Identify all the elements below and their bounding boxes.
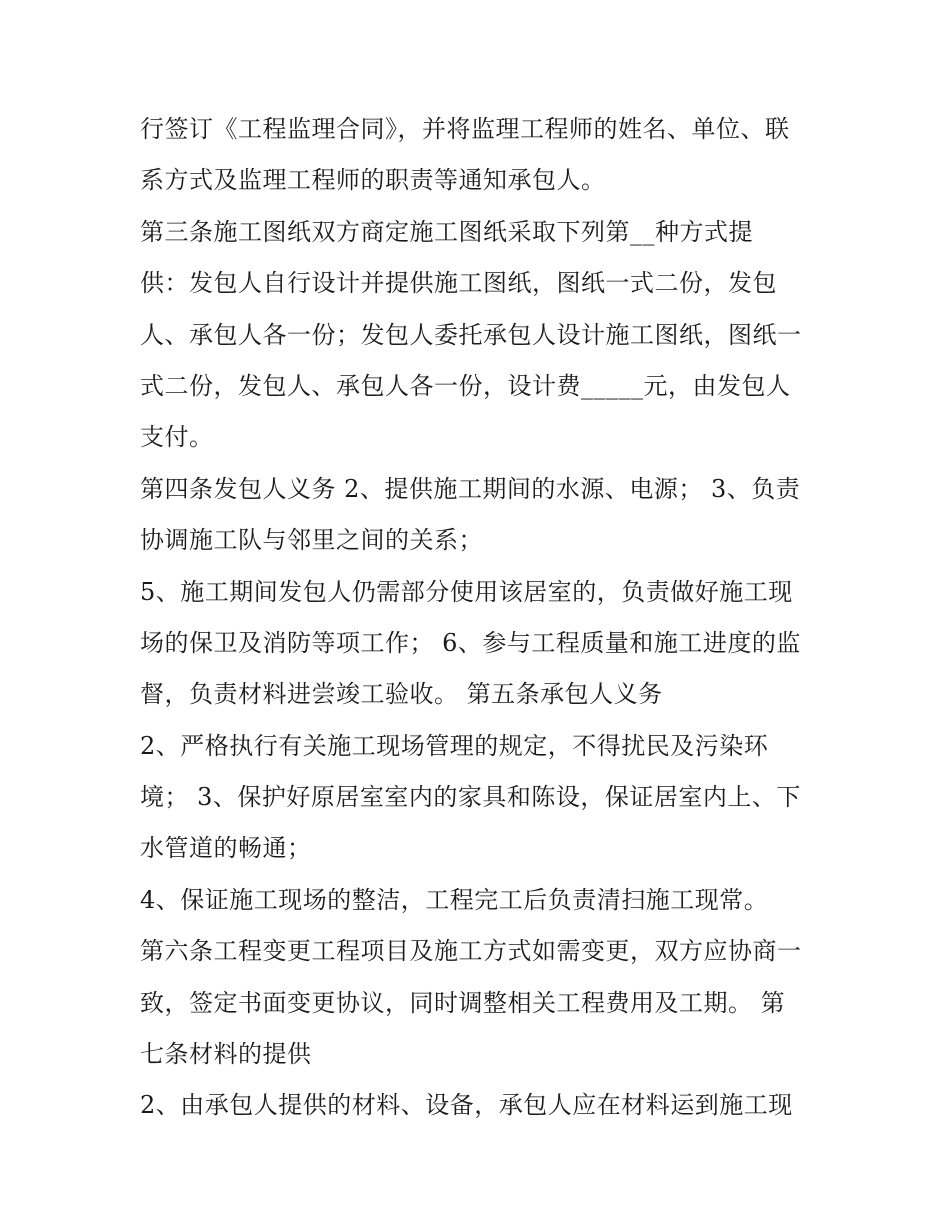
- text-line: 协调施工队与邻里之间的关系；: [140, 526, 483, 555]
- text-line: 第三条施工图纸双方商定施工图纸采取下列第__种方式提: [140, 217, 753, 246]
- text-line: 致，签定书面变更协议，同时调整相关工程费用及工期。 第: [140, 988, 786, 1017]
- document-body: [140, 104, 820, 1132]
- text-line: 督，负责材料进尝竣工验收。 第五条承包人义务: [140, 680, 663, 709]
- text-line: 境； 3、保护好原居室室内的家具和陈设，保证居室内上、下: [140, 783, 801, 812]
- text-line: 式二份，发包人、承包人各一份，设计费_____元，由发包人: [140, 371, 791, 400]
- text-line: 水管道的畅通；: [140, 834, 312, 863]
- text-line: 5、施工期间发包人仍需部分使用该居室的，负责做好施工现: [140, 577, 793, 606]
- text-line: 人、承包人各一份；发包人委托承包人设计施工图纸，图纸一: [140, 320, 802, 349]
- text-line: 2、由承包人提供的材料、设备，承包人应在材料运到施工现: [140, 1091, 793, 1120]
- text-line: 第四条发包人义务 2、提供施工期间的水源、电源； 3、负责: [140, 474, 801, 503]
- text-line: 支付。: [140, 423, 214, 452]
- text-line: 4、保证施工现场的整洁，工程完工后负责清扫施工现常。: [140, 885, 769, 914]
- text-line: 2、严格执行有关施工现场管理的规定，不得扰民及污染环: [140, 731, 769, 760]
- text-line: 七条材料的提供: [140, 1040, 312, 1069]
- text-line: 第六条工程变更工程项目及施工方式如需变更，双方应协商一: [140, 937, 802, 966]
- text-line: 供：发包人自行设计并提供施工图纸，图纸一式二份，发包: [140, 269, 777, 298]
- text-line: 场的保卫及消防等项工作； 6、参与工程质量和施工进度的监: [140, 628, 801, 657]
- text-line: 系方式及监理工程师的职责等通知承包人。: [140, 166, 606, 195]
- text-line: 行签订《工程监理合同》，并将监理工程师的姓名、单位、联: [140, 115, 790, 143]
